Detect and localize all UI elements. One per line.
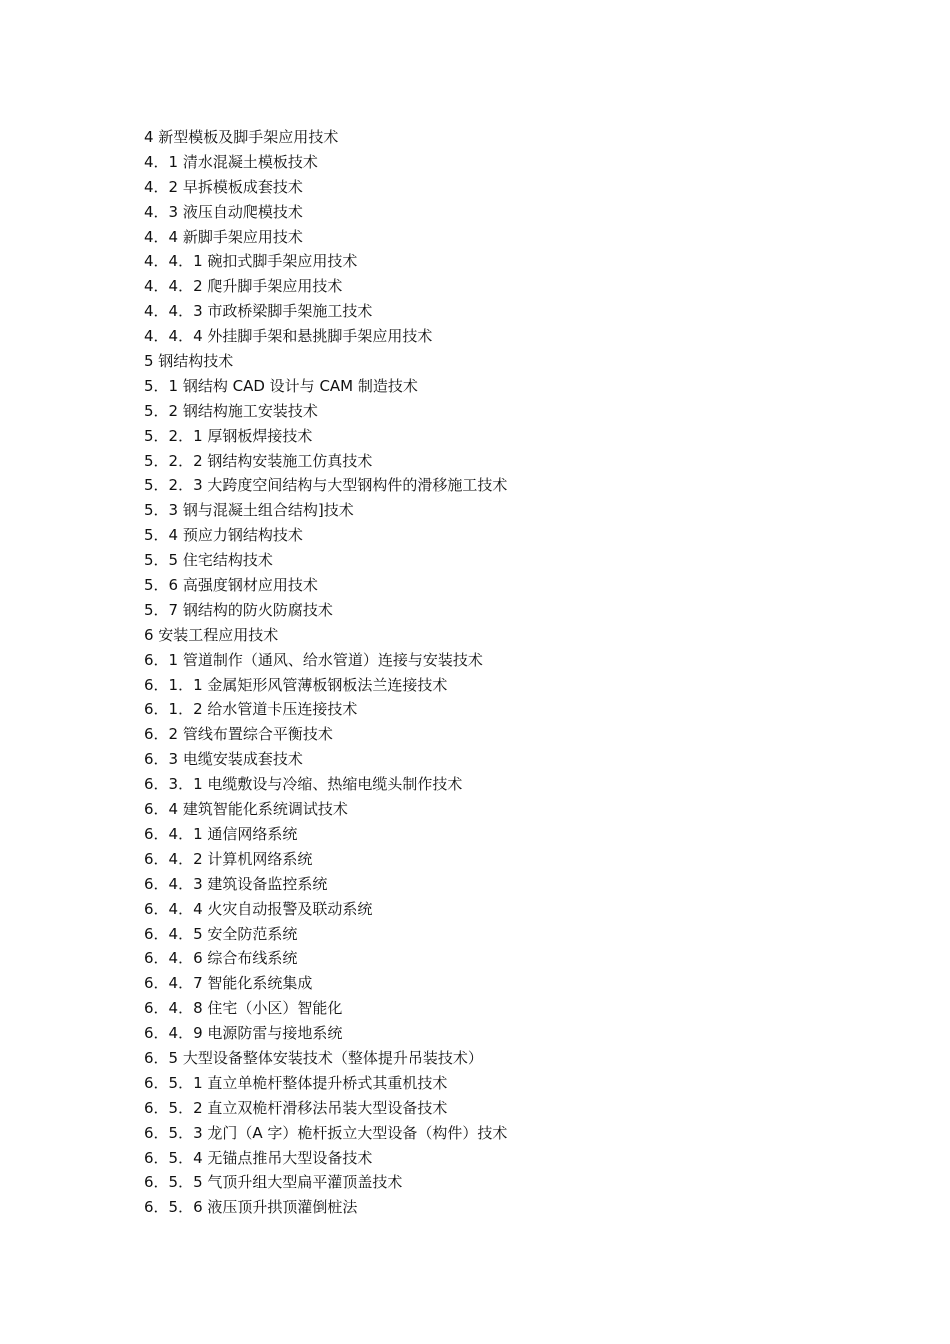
toc-line: 5．1 钢结构 CAD 设计与 CAM 制造技术 bbox=[144, 376, 418, 395]
toc-line: 6．1．2 给水管道卡压连接技术 bbox=[144, 700, 358, 719]
toc-line: 5．6 高强度钢材应用技术 bbox=[144, 576, 318, 595]
toc-line: 6．5．3 龙门（A 字）桅杆扳立大型设备（构件）技术 bbox=[144, 1123, 508, 1142]
toc-line: 6．5．1 直立单桅杆整体提升桥式其重机技术 bbox=[144, 1073, 448, 1092]
toc-line: 4．4．1 碗扣式脚手架应用技术 bbox=[144, 252, 358, 271]
toc-line: 6．1．1 金属矩形风管薄板钢板法兰连接技术 bbox=[144, 675, 448, 694]
toc-line: 4．4．4 外挂脚手架和悬挑脚手架应用技术 bbox=[144, 327, 433, 346]
toc-line: 5．3 钢与混凝土组合结构]技术 bbox=[144, 501, 354, 520]
toc-line: 5．7 钢结构的防火防腐技术 bbox=[144, 600, 333, 619]
toc-line: 6．4．7 智能化系统集成 bbox=[144, 974, 313, 993]
toc-line: 6．3．1 电缆敷设与冷缩、热缩电缆头制作技术 bbox=[144, 775, 463, 794]
toc-line: 5．2．1 厚钢板焊接技术 bbox=[144, 426, 313, 445]
toc-line: 4．3 液压自动爬模技术 bbox=[144, 202, 303, 221]
table-of-contents bbox=[144, 125, 904, 1220]
toc-line: 5．2．2 钢结构安装施工仿真技术 bbox=[144, 451, 373, 470]
toc-line: 5．4 预应力钢结构技术 bbox=[144, 526, 303, 545]
toc-line: 6．5．4 无锚点推吊大型设备技术 bbox=[144, 1148, 373, 1167]
toc-line: 5．5 住宅结构技术 bbox=[144, 551, 273, 570]
toc-line: 6．4．9 电源防雷与接地系统 bbox=[144, 1024, 343, 1043]
toc-line: 6．5．6 液压顶升拱顶灌倒桩法 bbox=[144, 1198, 358, 1217]
toc-line: 6．4．1 通信网络系统 bbox=[144, 824, 298, 843]
toc-line: 4．1 清水混凝土模板技术 bbox=[144, 152, 318, 171]
toc-line: 6．4．2 计算机网络系统 bbox=[144, 849, 313, 868]
toc-line: 4．4．3 市政桥梁脚手架施工技术 bbox=[144, 302, 373, 321]
toc-line: 5．2 钢结构施工安装技术 bbox=[144, 401, 318, 420]
toc-line: 4．4 新脚手架应用技术 bbox=[144, 227, 303, 246]
toc-line: 6．5．2 直立双桅杆滑移法吊装大型设备技术 bbox=[144, 1098, 448, 1117]
toc-line: 6．4．5 安全防范系统 bbox=[144, 924, 298, 943]
toc-line: 6．4．6 综合布线系统 bbox=[144, 949, 298, 968]
toc-line: 4．2 早拆模板成套技术 bbox=[144, 177, 303, 196]
toc-line: 6．3 电缆安装成套技术 bbox=[144, 750, 303, 769]
toc-line: 6．4．4 火灾自动报警及联动系统 bbox=[144, 899, 373, 918]
toc-line: 5．2．3 大跨度空间结构与大型钢构件的滑移施工技术 bbox=[144, 476, 508, 495]
toc-line: 6．4 建筑智能化系统调试技术 bbox=[144, 800, 348, 819]
toc-line: 6 安装工程应用技术 bbox=[144, 625, 279, 644]
toc-line: 4．4．2 爬升脚手架应用技术 bbox=[144, 277, 343, 296]
toc-line: 6．1 管道制作（通风、给水管道）连接与安装技术 bbox=[144, 650, 483, 669]
toc-line: 4 新型模板及脚手架应用技术 bbox=[144, 128, 339, 146]
toc-line: 6．5 大型设备整体安装技术（整体提升吊装技术） bbox=[144, 1048, 483, 1067]
toc-line: 6．4．3 建筑设备监控系统 bbox=[144, 874, 328, 893]
toc-line: 6．2 管线布置综合平衡技术 bbox=[144, 725, 333, 744]
toc-line: 6．4．8 住宅（小区）智能化 bbox=[144, 999, 343, 1018]
toc-line: 6．5．5 气顶升组大型扁平灌顶盖技术 bbox=[144, 1173, 403, 1192]
toc-line: 5 钢结构技术 bbox=[144, 352, 234, 371]
